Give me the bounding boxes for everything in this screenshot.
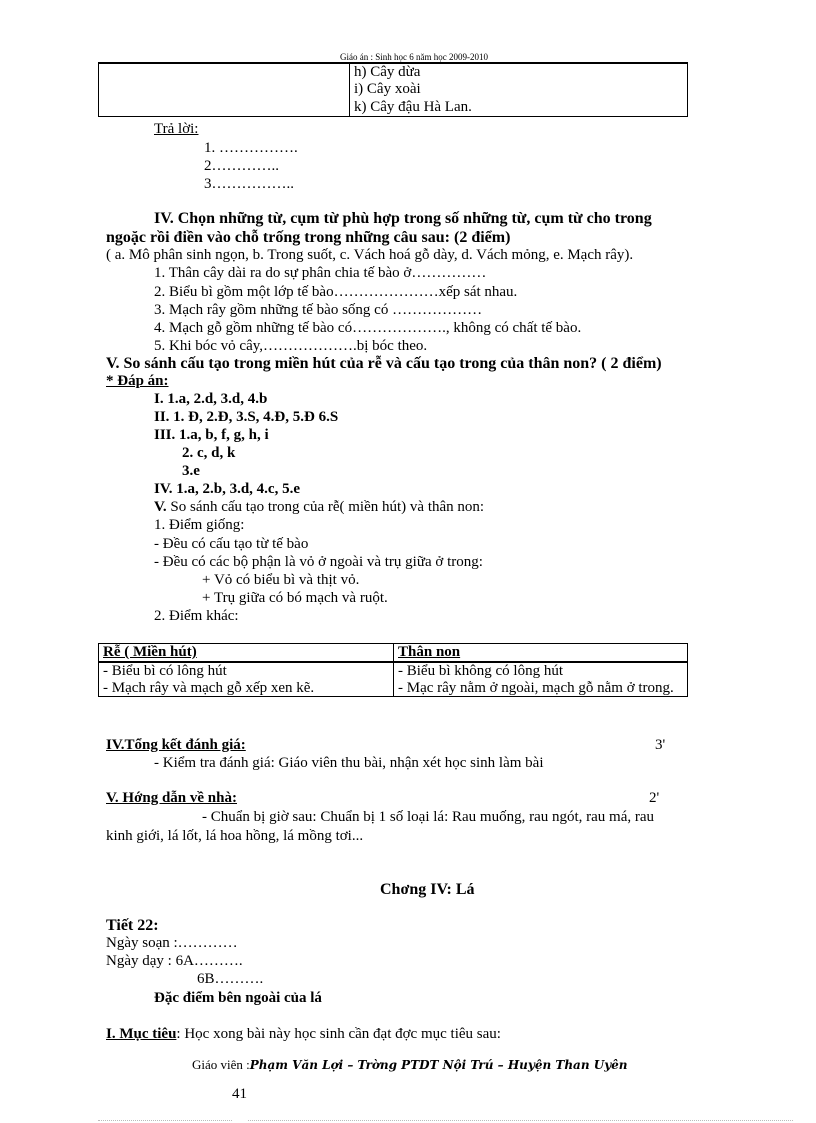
answer-key-line: III. 1.a, b, f, g, h, i: [154, 427, 269, 443]
homework-text-cont: kinh giới, lá lốt, lá hoa hồng, lá mồng tơi...: [106, 828, 364, 844]
objective-text: : Học xong bài này học sinh cần đạt đợc mục tiêu sau:: [176, 1026, 501, 1042]
same-item: + Trụ giữa có bó mạch và ruột.: [202, 590, 388, 606]
answer-key-line: IV. 1.a, 2.b, 3.d, 4.c, 5.e: [154, 481, 300, 497]
part4-title-cont: ngoặc rồi điền vào chỗ trống trong những câu sau: (2 điểm): [106, 229, 511, 246]
homework-time: 2': [649, 790, 660, 806]
prep-date: Ngày soạn :…………: [106, 935, 238, 951]
compare-root-item: - Biểu bì có lông hút: [103, 662, 227, 679]
homework-title: V. Hớng dẫn về nhà:: [106, 790, 237, 806]
answers-label: * Đáp án:: [106, 373, 169, 389]
homework-text: - Chuẩn bị giờ sau: Chuẩn bị 1 số loại lá: Rau muống, rau ngót, rau má, rau: [202, 809, 655, 825]
teach-date-class: 6B……….: [197, 971, 264, 987]
answer-key-line: 3.e: [182, 463, 200, 479]
plants-table: [98, 63, 688, 117]
part4-item: 4. Mạch gỗ gồm những tế bào có………………., không có chất tế bào.: [154, 320, 582, 336]
plants-left-cell: [99, 64, 350, 117]
plants-right-cell: [350, 64, 688, 117]
compare-stem-cell: [394, 662, 688, 697]
compare-table: [98, 643, 688, 697]
plant-item: k) Cây đậu Hà Lan.: [354, 98, 472, 115]
summary-text: - Kiểm tra đánh giá: Giáo viên thu bài, nhận xét học sinh làm bài: [154, 755, 544, 771]
same-item: - Đều có các bộ phận là vỏ ở ngoài và trụ giữa ở trong:: [154, 554, 483, 570]
objective-label: I. Mục tiêu: [106, 1026, 177, 1042]
footer-rule: [98, 1120, 232, 1121]
footer-line: [192, 1058, 628, 1073]
diff-label: 2. Điểm khác:: [154, 608, 239, 624]
same-label: 1. Điểm giống:: [154, 517, 245, 533]
part4-item: 3. Mạch rây gồm những tế bào sống có ………………: [154, 302, 483, 318]
answer-line: 1. …………….: [204, 140, 298, 156]
summary-time: 3': [655, 737, 666, 753]
part5-title: V. So sánh cấu tạo trong miền hút của rễ và cấu tạo trong của thân non? ( 2 điểm): [106, 355, 662, 372]
summary-title: IV.Tổng kết đánh giá:: [106, 737, 246, 753]
part4-item: 5. Khi bóc vỏ cây,……………….bị bóc theo.: [154, 338, 428, 354]
footer-rule: [248, 1120, 793, 1121]
answer-key-line: II. 1. Đ, 2.Đ, 3.S, 4.Đ, 5.Đ 6.S: [154, 409, 339, 425]
answer-v-prefix: V.: [154, 499, 167, 515]
answer-key-line: I. 1.a, 2.d, 3.d, 4.b: [154, 391, 268, 407]
answer-v-line: [154, 499, 484, 516]
lesson-topic: Đặc điểm bên ngoài của lá: [154, 990, 322, 1006]
page-number: 41: [232, 1086, 247, 1102]
page-header: Giáo án : Sinh học 6 năm học 2009-2010: [340, 52, 488, 62]
compare-header-root: Rễ ( Miền hút): [99, 644, 394, 662]
objective-line: [106, 1026, 501, 1043]
plant-item: h) Cây dừa: [354, 64, 421, 80]
answer-key-line: 2. c, d, k: [182, 445, 236, 461]
compare-header-stem: Thân non: [394, 644, 688, 662]
same-item: + Vỏ có biểu bì và thịt vỏ.: [202, 572, 360, 588]
footer-label: Giáo viên :: [192, 1057, 250, 1072]
answer-label: Trả lời:: [154, 121, 199, 137]
part4-title: IV. Chọn những từ, cụm từ phù hợp trong số những từ, cụm từ cho trong: [154, 210, 652, 227]
answer-v-text: So sánh cấu tạo trong của rễ( miền hút) và thân non:: [166, 499, 485, 515]
compare-stem-item: - Biểu bì không có lông hút: [398, 662, 563, 679]
answer-line: 2…………..: [204, 158, 279, 174]
footer-signature: Phạm Văn Lợi – Trờng PTDT Nội Trú – Huyện Than Uyên: [249, 1058, 628, 1072]
answer-line: 3……………..: [204, 176, 294, 192]
part4-item: 1. Thân cây dài ra do sự phân chia tế bào ở……………: [154, 265, 487, 281]
part4-options: ( a. Mô phân sinh ngọn, b. Trong suốt, c. Vách hoá gỗ dày, d. Vách mỏng, e. Mạch rây).: [106, 247, 634, 263]
compare-root-cell: [99, 662, 394, 697]
same-item: - Đều có cấu tạo từ tế bào: [154, 536, 309, 552]
teach-date: Ngày dạy : 6A……….: [106, 953, 243, 969]
part4-item: 2. Biểu bì gồm một lớp tế bào…………………xếp sát nhau.: [154, 284, 518, 300]
lesson-title: Tiết 22:: [106, 917, 159, 934]
compare-root-item: - Mạch rây và mạch gỗ xếp xen kẽ.: [103, 679, 315, 696]
chapter-title: Chơng IV: Lá: [380, 881, 475, 898]
compare-stem-item: - Mạc rây nằm ở ngoài, mạch gỗ nằm ở trong.: [398, 679, 674, 696]
plant-item: i) Cây xoài: [354, 81, 421, 98]
